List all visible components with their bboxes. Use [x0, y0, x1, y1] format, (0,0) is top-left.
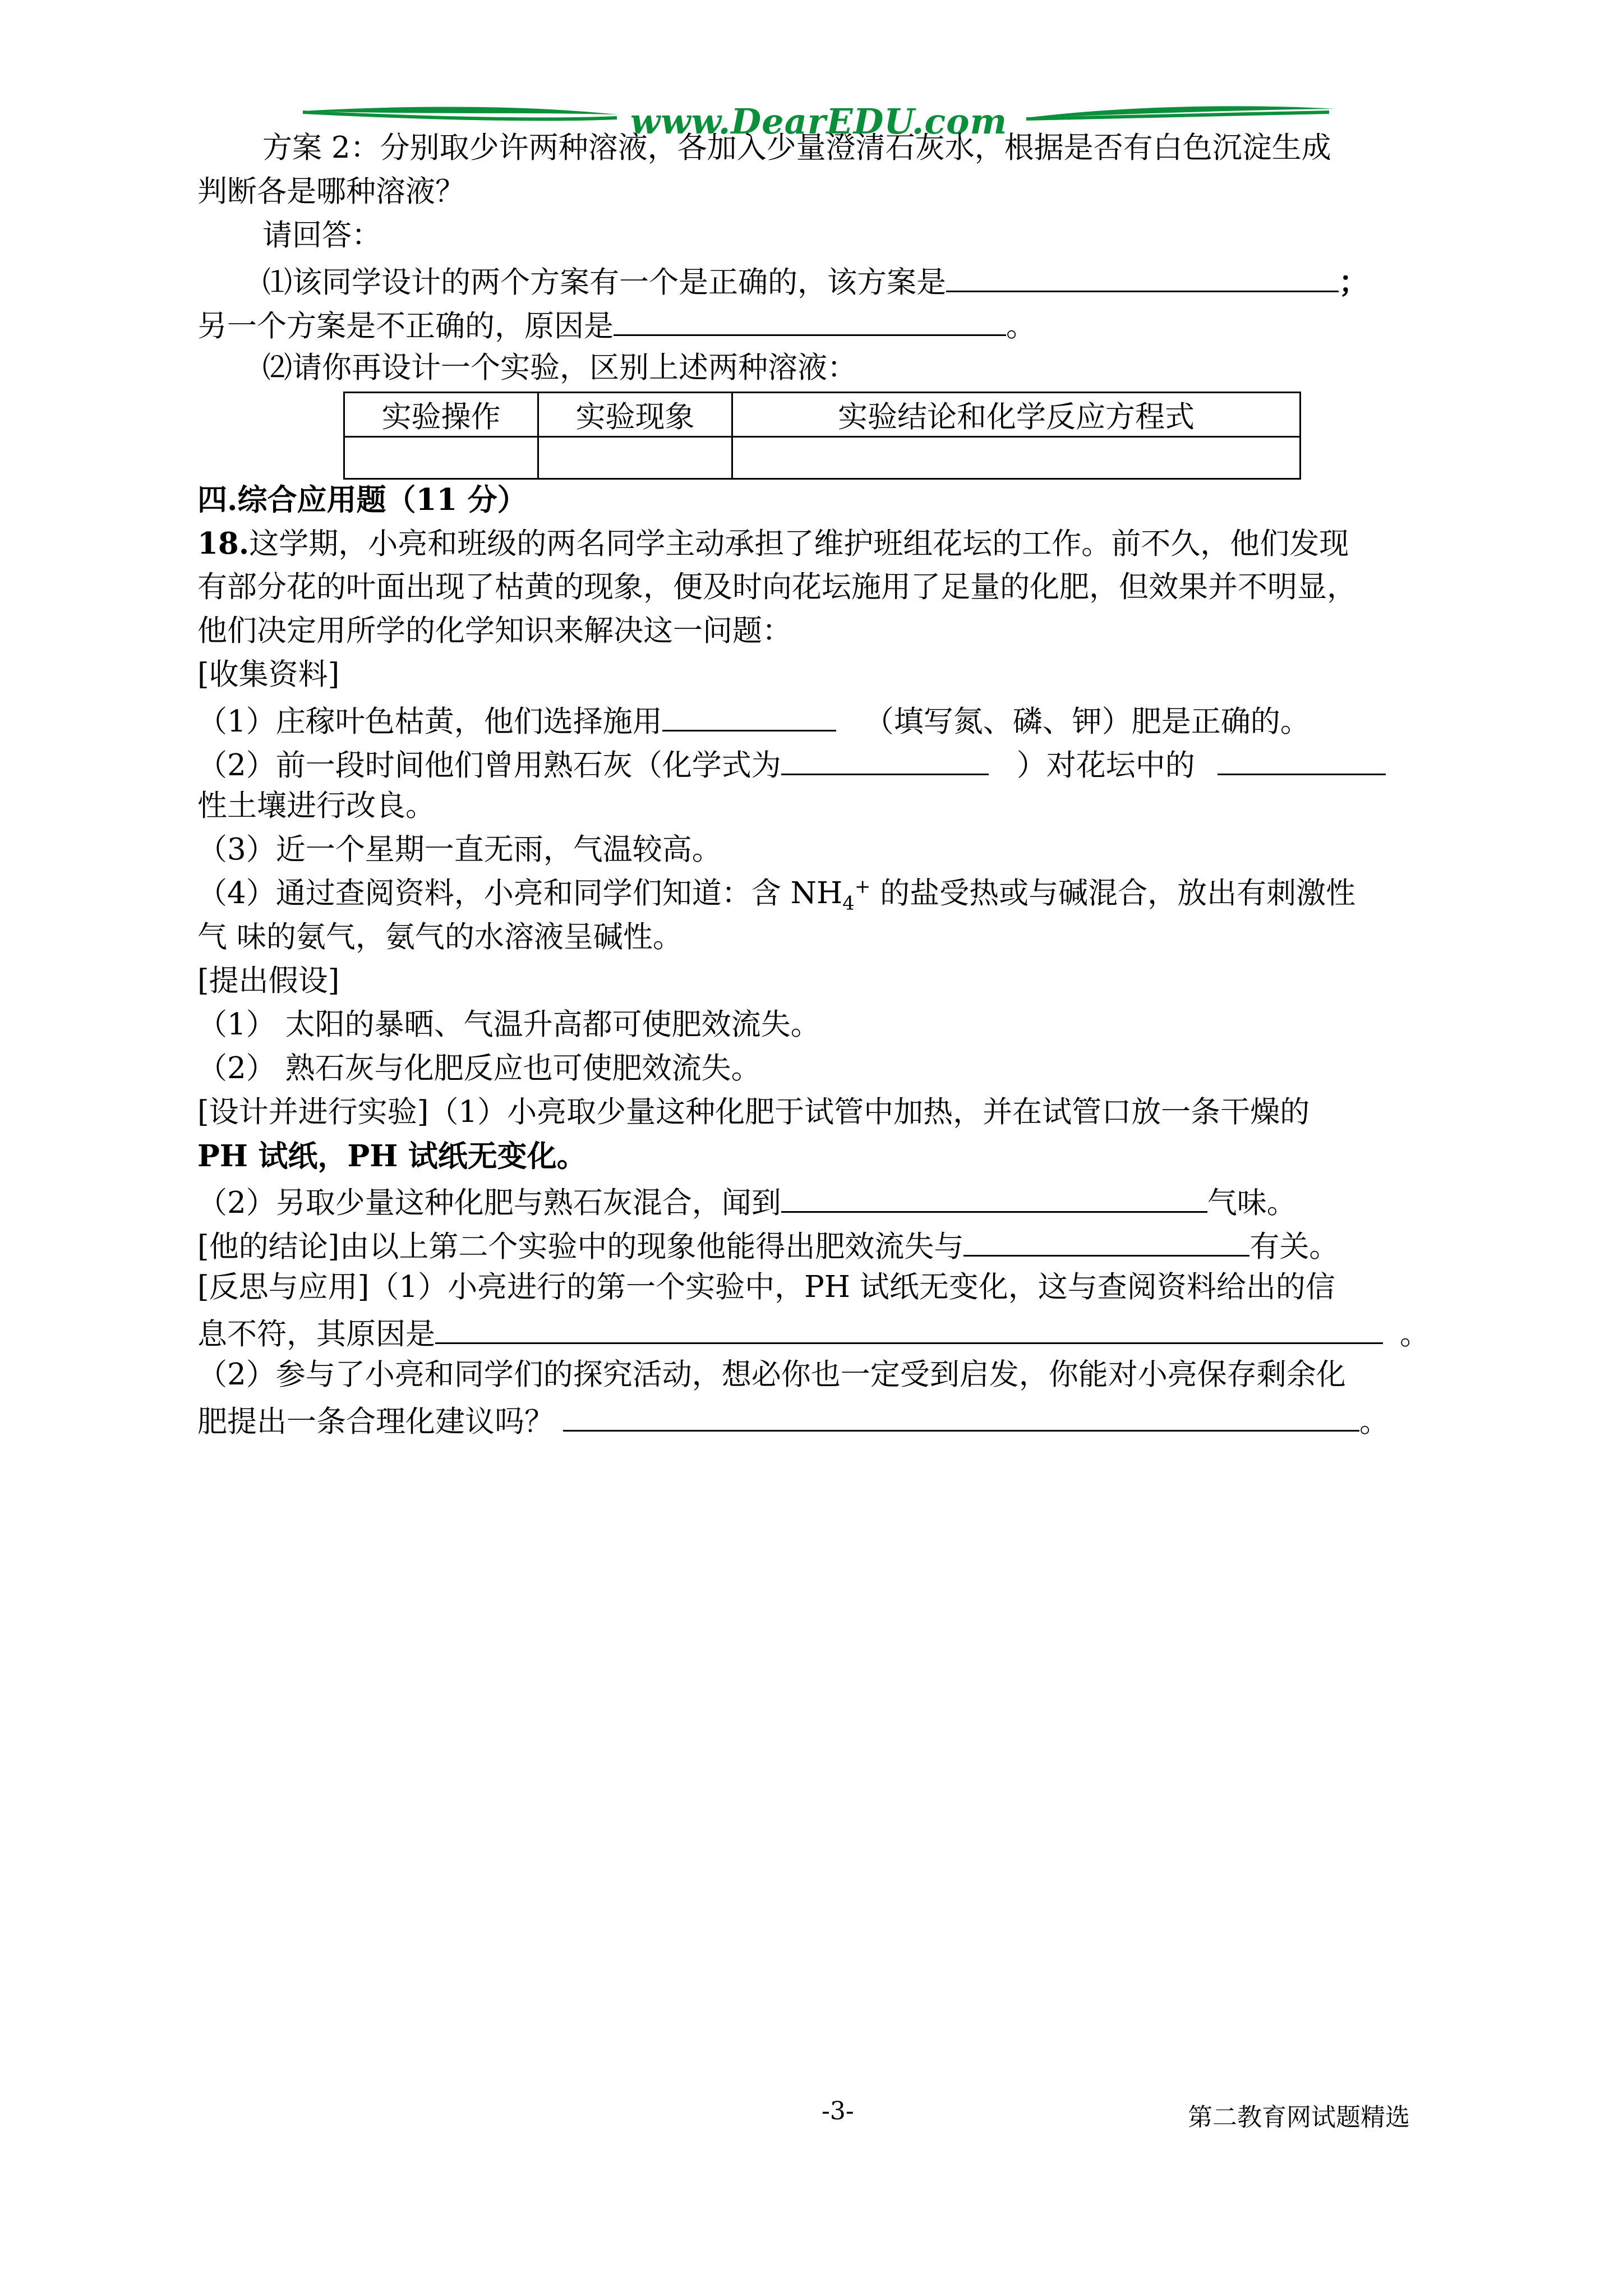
question-text: （4）通过查阅资料，小亮和同学们知道：含 NH: [197, 876, 843, 910]
text-line: 性土壤进行改良。: [197, 789, 435, 823]
answer-blank[interactable]: [781, 1180, 1207, 1213]
question-text: （1）庄稼叶色枯黄，他们选择施用: [197, 705, 662, 739]
question-text: 肥提出一条合理化建议吗？: [197, 1405, 554, 1439]
text-line: 气 味的氨气，氨气的水溶液呈碱性。: [197, 920, 683, 954]
text-line: （2）参与了小亮和同学们的探究活动，想必你也一定受到启发，你能对小亮保存剩余化: [197, 1358, 1346, 1392]
question-line: [197, 698, 1310, 742]
text-line: 方案 2：分别取少许两种溶液，各加入少量澄清石灰水，根据是否有白色沉淀生成: [262, 131, 1331, 165]
question-line: [197, 303, 1036, 347]
answer-blank[interactable]: [781, 742, 989, 775]
table-header-cell: 实验现象: [538, 393, 732, 437]
punctuation: 。: [1359, 1405, 1389, 1439]
section-heading: 四.综合应用题（11 分）: [197, 482, 527, 517]
table-answer-cell[interactable]: [732, 437, 1301, 479]
text-line: [反思与应用]（1）小亮进行的第一个实验中，PH 试纸无变化，这与查阅资料给出的信: [197, 1270, 1335, 1304]
question-text: （2）另取少量这种化肥与熟石灰混合，闻到: [197, 1186, 781, 1220]
answer-blank[interactable]: [946, 259, 1339, 292]
question-text: （填写氮、磷、钾）肥是正确的。: [864, 705, 1310, 739]
text-line: 判断各是哪种溶液？: [197, 174, 465, 209]
text-line: 他们决定用所学的化学知识来解决这一问题：: [197, 614, 792, 648]
answer-blank[interactable]: [563, 1398, 1359, 1432]
answer-blank[interactable]: [1218, 742, 1386, 775]
table-answer-cell[interactable]: [344, 437, 538, 479]
subheading: [提出假设]: [197, 964, 340, 998]
punctuation: 。: [1400, 1317, 1430, 1351]
answer-blank[interactable]: [435, 1311, 1383, 1344]
question-text: 另一个方案是不正确的，原因是: [197, 309, 614, 343]
text-line: ⑵请你再设计一个实验，区别上述两种溶液：: [262, 351, 857, 385]
punctuation: ；: [1339, 265, 1368, 300]
text-line: 有部分花的叶面出现了枯黄的现象，便及时向花坛施用了足量的化肥，但效果并不明显，: [197, 570, 1357, 604]
answer-blank[interactable]: [614, 303, 1006, 336]
answer-blank[interactable]: [963, 1223, 1249, 1257]
subheading: [收集资料]: [197, 657, 340, 692]
table-header-cell: 实验结论和化学反应方程式: [732, 393, 1301, 437]
question-line: [197, 742, 1386, 786]
question-text: ⑴该同学设计的两个方案有一个是正确的，该方案是: [262, 265, 946, 300]
question-text: （2）前一段时间他们曾用熟石灰（化学式为: [197, 748, 781, 783]
text-line: （2） 熟石灰与化肥反应也可使肥效流失。: [197, 1051, 761, 1085]
formula-subscript: 4: [842, 892, 855, 915]
question-text: 这学期，小亮和班级的两名同学主动承担了维护班组花坛的工作。前不久，他们发现: [249, 527, 1349, 561]
formula-superscript: +: [854, 875, 871, 898]
footer-source: 第二教育网试题精选: [1188, 2103, 1410, 2132]
experiment-table: [343, 392, 1301, 480]
question-text: 息不符，其原因是: [197, 1317, 435, 1351]
question-number: 18.: [197, 526, 250, 561]
question-text: 有关。: [1249, 1230, 1339, 1264]
text-line: PH 试纸，PH 试纸无变化。: [197, 1139, 587, 1174]
text-line: [设计并进行实验]（1）小亮取少量这种化肥于试管中加热，并在试管口放一条干燥的: [197, 1095, 1310, 1129]
question-text: [他的结论]由以上第二个实验中的现象他能得出肥效流失与: [197, 1230, 964, 1264]
question-line: [197, 1180, 1297, 1223]
text-line: 请回答：: [262, 218, 381, 252]
question-line: [262, 259, 1368, 303]
answer-blank[interactable]: [662, 698, 836, 731]
question-line: [197, 1311, 1430, 1355]
site-logo-text: www.DearEDU.com: [630, 101, 1008, 142]
question-line: [197, 873, 1355, 914]
page-number: -3-: [822, 2097, 854, 2125]
question-line: [197, 523, 1349, 564]
question-text: 的盐受热或与碱混合，放出有刺激性: [870, 876, 1356, 910]
table-answer-cell[interactable]: [538, 437, 732, 479]
text-line: （1） 太阳的暴晒、气温升高都可使肥效流失。: [197, 1007, 820, 1042]
question-line: [197, 1223, 1339, 1267]
punctuation: 。: [1006, 309, 1036, 343]
question-line: [197, 1398, 1389, 1442]
question-text: 气味。: [1207, 1186, 1297, 1220]
table-header-cell: 实验操作: [344, 393, 538, 437]
question-text: ）对花坛中的: [1016, 748, 1195, 783]
text-line: （3）近一个星期一直无雨，气温较高。: [197, 832, 722, 867]
